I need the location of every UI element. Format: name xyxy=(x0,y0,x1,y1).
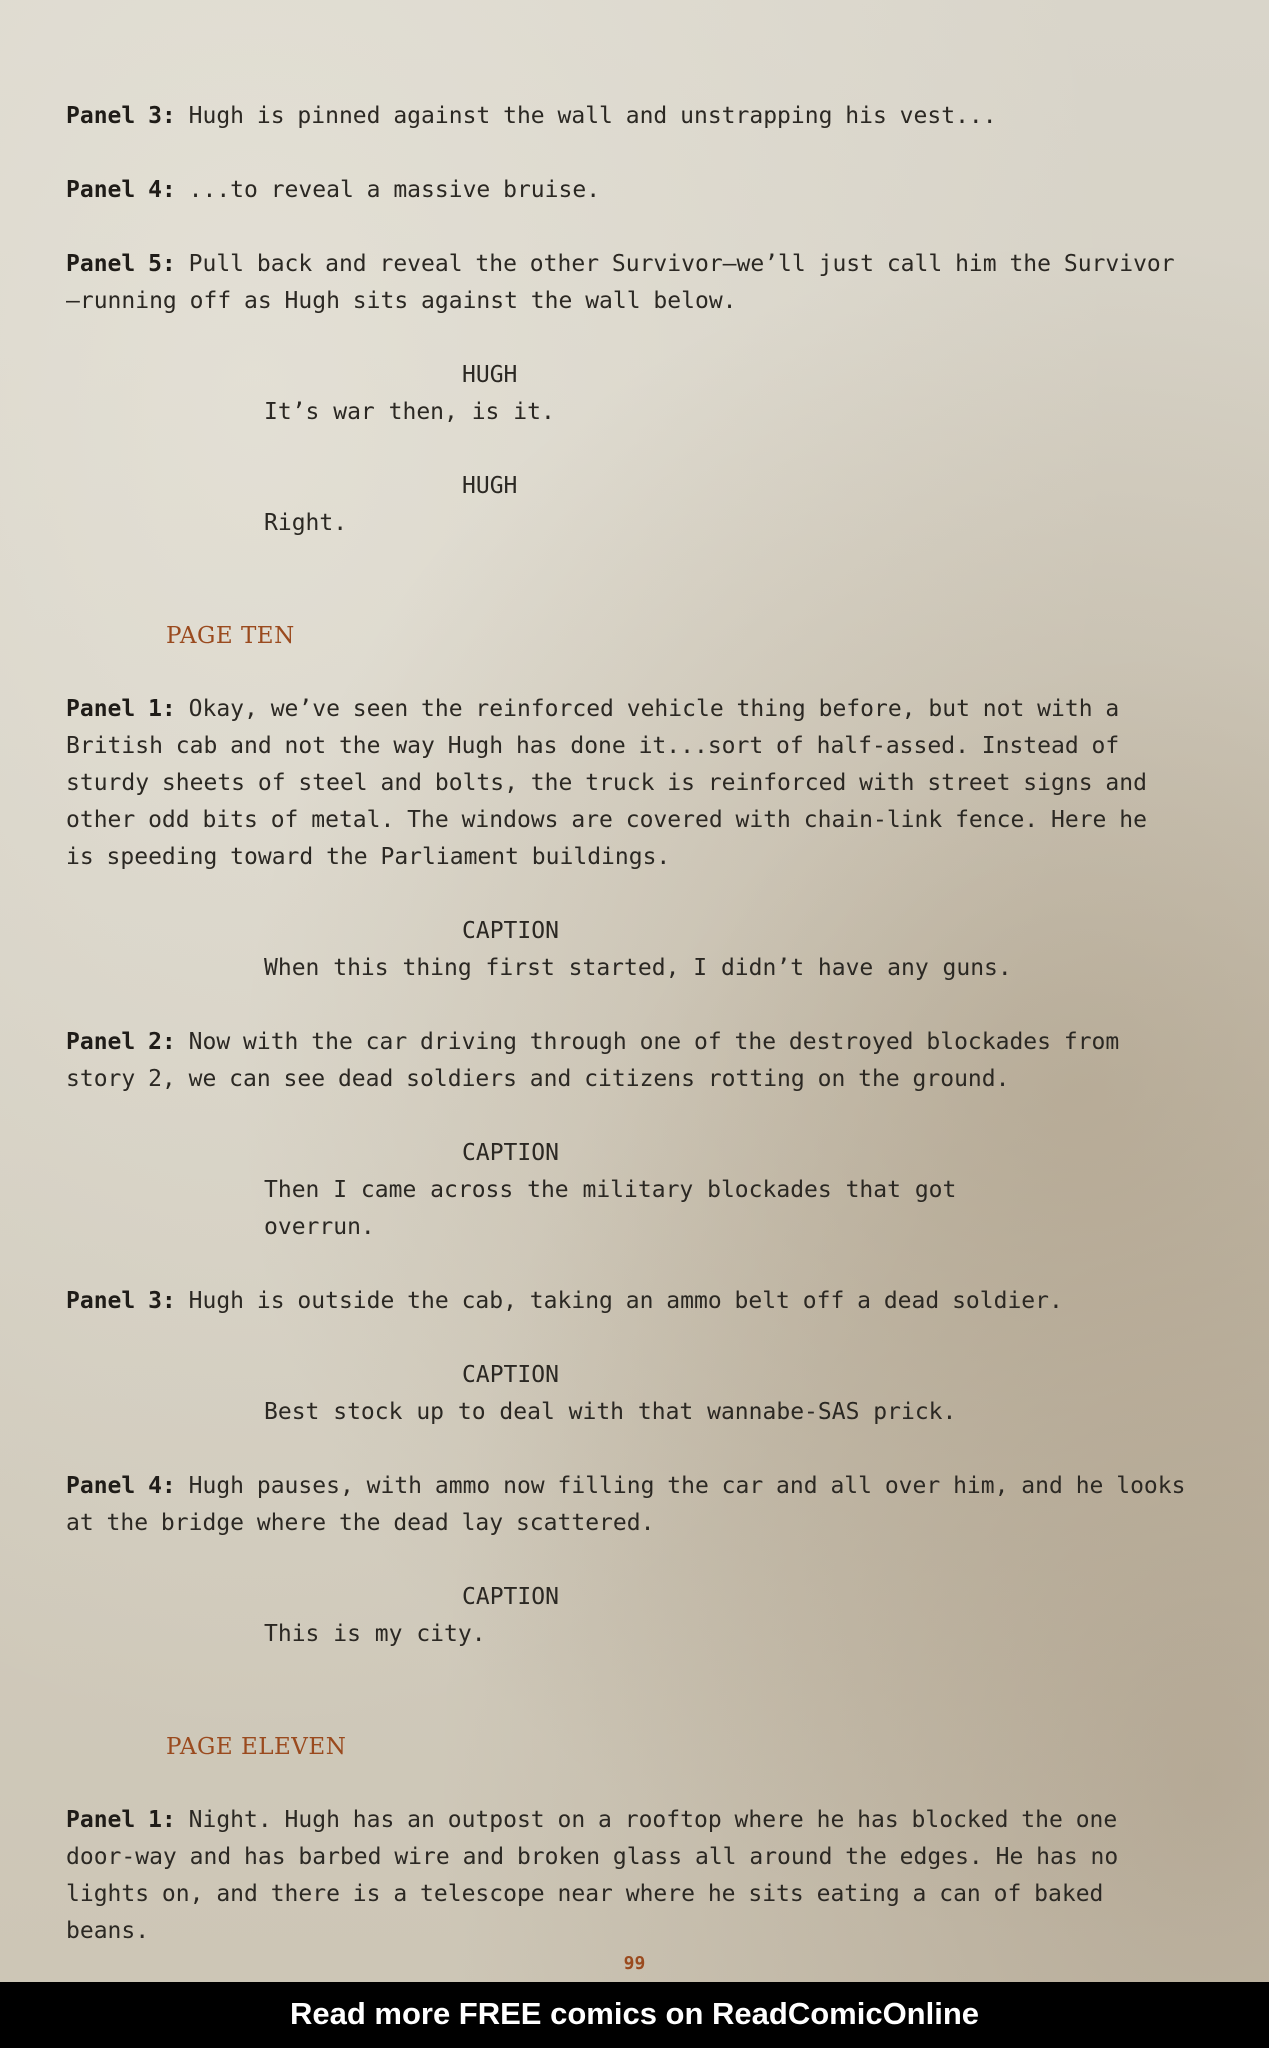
panel-2-description xyxy=(66,1024,1186,1098)
caption-line: When this thing first started, I didn’t have any guns. xyxy=(264,955,1012,981)
promo-banner[interactable]: Read more FREE comics on ReadComicOnline xyxy=(0,1982,1269,2048)
panel-1-description xyxy=(66,1802,1186,1950)
panel-label: Panel 1: xyxy=(66,1807,176,1833)
panel-text: Night. Hugh has an outpost on a rooftop where he has blocked the one door-way and has barbed wire and broken glass all around the edges. He has no lights on, and there is a telescope near where he sits eating a can of baked beans. xyxy=(66,1807,1119,1944)
dialogue-speaker: HUGH xyxy=(462,362,518,388)
dialogue-line: It’s war then, is it. xyxy=(264,399,555,425)
panel-text: Pull back and reveal the other Survivor—we’ll just call him the Survivor—running off as Hugh sits against the wall below. xyxy=(66,251,1175,314)
page-number: 99 xyxy=(623,1953,646,1974)
panel-5-description xyxy=(66,246,1186,320)
panel-label: Panel 5: xyxy=(66,251,176,277)
panel-text: Hugh pauses, with ammo now filling the car and all over him, and he looks at the bridge where the dead lay scattered. xyxy=(66,1473,1186,1536)
page-heading: PAGE ELEVEN xyxy=(166,1734,347,1760)
panel-text: Okay, we’ve seen the reinforced vehicle thing before, but not with a British cab and not the way Hugh has done it...sort of half-assed. Instead of sturdy sheets of steel and bolts, the truck is reinforced with street signs and other odd bits of metal. The windows are covered with chain-link fence. Here he is speeding toward the Parliament buildings. xyxy=(66,696,1147,870)
panel-text: Now with the car driving through one of the destroyed blockades from story 2, we can see dead soldiers and citizens rotting on the ground. xyxy=(66,1029,1120,1092)
caption-line: Best stock up to deal with that wannabe-SAS prick. xyxy=(264,1399,957,1425)
caption-speaker: CAPTION xyxy=(462,1140,559,1166)
page-heading: PAGE TEN xyxy=(166,623,295,649)
dialogue-line: Right. xyxy=(264,510,348,536)
panel-1-description xyxy=(66,691,1186,876)
caption-speaker: CAPTION xyxy=(462,918,559,944)
dialogue-speaker: HUGH xyxy=(462,473,518,499)
panel-text: Hugh is pinned against the wall and unstrapping his vest... xyxy=(175,103,997,129)
panel-label: Panel 4: xyxy=(66,1473,176,1499)
panel-label: Panel 4: xyxy=(66,177,176,203)
panel-4-description xyxy=(66,172,1186,209)
panel-3-description xyxy=(66,1283,1186,1320)
panel-label: Panel 3: xyxy=(66,103,176,129)
panel-label: Panel 2: xyxy=(66,1029,176,1055)
caption-speaker: CAPTION xyxy=(462,1584,559,1610)
panel-label: Panel 1: xyxy=(66,696,176,722)
panel-4-description xyxy=(66,1468,1186,1542)
panel-text: Hugh is outside the cab, taking an ammo belt off a dead soldier. xyxy=(175,1288,1063,1314)
panel-label: Panel 3: xyxy=(66,1288,176,1314)
panel-text: ...to reveal a massive bruise. xyxy=(175,177,601,203)
panel-3-description xyxy=(66,98,1186,135)
caption-line: This is my city. xyxy=(264,1621,486,1647)
caption-line: Then I came across the military blockades that got overrun. xyxy=(264,1177,957,1240)
caption-speaker: CAPTION xyxy=(462,1362,559,1388)
